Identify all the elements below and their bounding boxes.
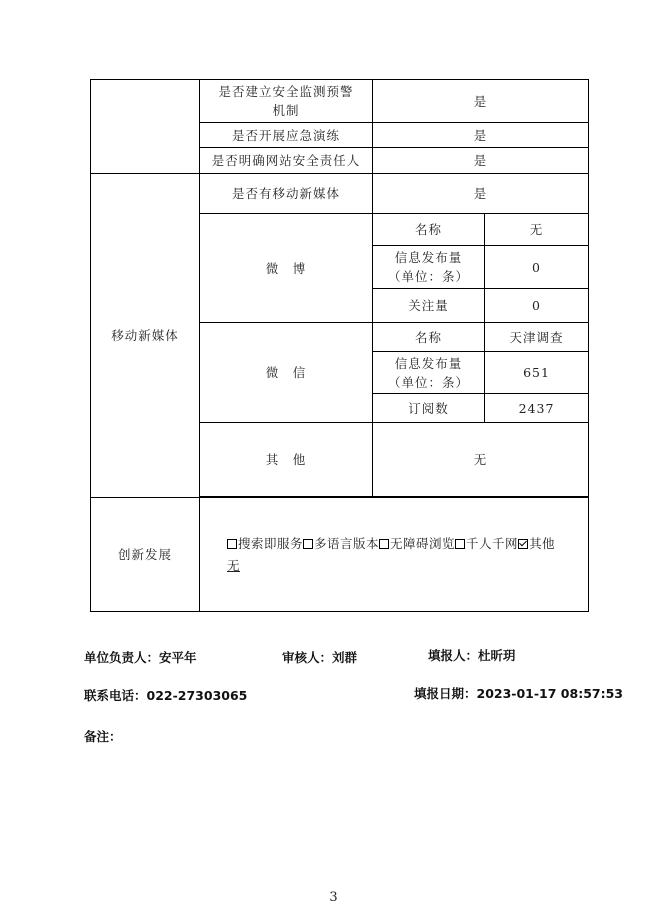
wechat-subs-label: 订阅数 xyxy=(373,394,485,423)
search-service-checkbox xyxy=(227,539,237,549)
other-value: 无 xyxy=(373,423,589,497)
filler: 填报人：杜昕玥 xyxy=(428,648,516,663)
reviewer: 审核人：刘群 xyxy=(282,650,358,665)
responsible-answer: 是 xyxy=(373,148,589,174)
weibo-posts-label: 信息发布量（单位：条） xyxy=(373,246,485,289)
wechat-posts-value: 651 xyxy=(485,352,589,394)
wechat-label: 微 信 xyxy=(200,323,373,423)
wechat-subs-value: 2437 xyxy=(485,394,589,423)
option-multilingual: 多语言版本 xyxy=(303,536,379,551)
page-number: 3 xyxy=(329,890,338,905)
accessibility-checkbox xyxy=(379,539,389,549)
multilingual-checkbox xyxy=(303,539,313,549)
fill-date: 填报日期：2023-01-17 08:57:53 xyxy=(414,686,623,701)
innovation-label: 创新发展 xyxy=(91,498,200,612)
responsible-question: 是否明确网站安全责任人 xyxy=(200,148,373,174)
weibo-label: 微 博 xyxy=(200,214,373,323)
weibo-follow-label: 关注量 xyxy=(373,289,485,323)
drill-answer: 是 xyxy=(373,123,589,148)
drill-question: 是否开展应急演练 xyxy=(200,123,373,148)
monitoring-answer: 是 xyxy=(373,80,589,123)
weibo-name-value: 无 xyxy=(485,214,589,246)
website-report-table xyxy=(90,79,589,612)
weibo-name-label: 名称 xyxy=(373,214,485,246)
other-checkbox-checked xyxy=(518,539,528,549)
personalized-checkbox xyxy=(455,539,465,549)
wechat-posts-label: 信息发布量（单位：条） xyxy=(373,352,485,394)
mobile-media-answer: 是 xyxy=(373,174,589,214)
unit-head: 单位负责人：安平年 xyxy=(84,650,197,665)
security-section-cell xyxy=(91,80,200,174)
wechat-name-value: 天津调查 xyxy=(485,323,589,352)
mobile-media-question: 是否有移动新媒体 xyxy=(200,174,373,214)
option-other: 其他 xyxy=(518,536,555,551)
option-search-service: 搜索即服务 xyxy=(227,536,303,551)
weibo-follow-value: 0 xyxy=(485,289,589,323)
monitoring-question: 是否建立安全监测预警机制 xyxy=(200,80,373,123)
innovation-options xyxy=(200,498,589,612)
wechat-name-label: 名称 xyxy=(373,323,485,352)
contact-phone: 联系电话：022-27303065 xyxy=(84,688,248,703)
other-label: 其 他 xyxy=(200,423,373,497)
mobile-media-section: 移动新媒体 xyxy=(91,174,200,498)
weibo-posts-value: 0 xyxy=(485,246,589,289)
option-personalized: 千人千网 xyxy=(455,536,518,551)
remarks: 备注： xyxy=(84,729,122,744)
option-accessibility: 无障碍浏览 xyxy=(379,536,455,551)
innovation-other-text: 无 xyxy=(227,557,241,573)
